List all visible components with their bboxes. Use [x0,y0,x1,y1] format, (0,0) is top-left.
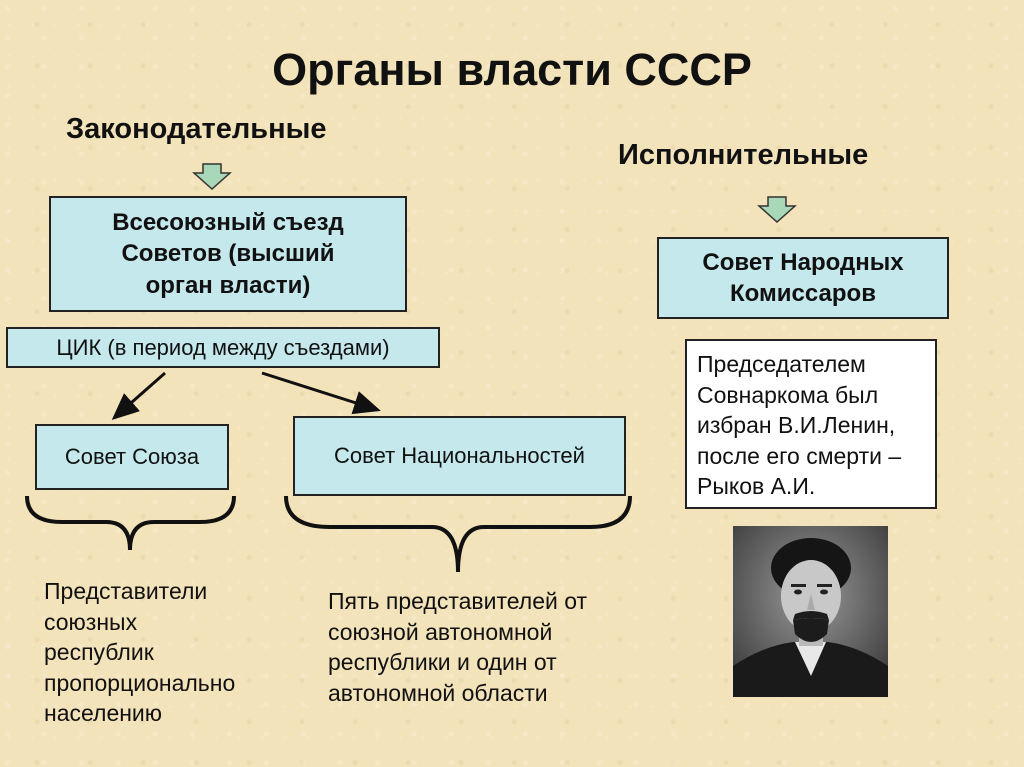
arrow-to-nationalities-council [262,373,378,410]
nationalities-council-label: Совет Национальностей [334,443,585,468]
note-line: республики и один от [328,649,557,676]
note-line: Председателем [697,351,866,377]
brace-nationalities [286,496,630,572]
sovnarkom-line: Комиссаров [730,280,876,307]
note-line: Пять представителей от [328,588,588,614]
congress-line: орган власти) [145,271,311,299]
congress-line: Всесоюзный съезд [112,209,344,237]
note-line: после его смерти – [697,442,902,469]
cik-label: ЦИК (в период между съездами) [56,334,390,360]
executive-heading: Исполнительные [618,139,869,171]
note-line: республик [44,639,154,666]
note-line: пропорционально [44,669,236,696]
union-representation-note [44,576,235,729]
nationalities-representation-note [328,586,587,708]
note-line: Представители [44,578,208,604]
slide-title: Органы власти СССР [272,44,752,95]
arrow-to-union-council [114,373,165,418]
sovnarkom-line: Совет Народных [702,248,904,276]
note-line: союзных [44,608,138,635]
union-council-box [35,424,229,490]
sovnarkom-box [657,237,949,319]
note-line: Рыков А.И. [697,473,816,500]
congress-line: Советов (высший [121,240,335,268]
note-line: избран В.И.Ленин, [697,412,896,439]
portrait-photo [733,526,888,697]
note-line: автономной области [328,679,548,706]
note-line: Совнаркома был [697,381,879,408]
nationalities-council-box [293,416,626,496]
union-council-label: Совет Союза [64,444,200,469]
note-line: населению [44,700,163,727]
legislative-heading: Законодательные [66,113,327,145]
brace-union [27,496,234,550]
note-line: союзной автономной [328,618,553,645]
chairman-note-box [685,339,937,509]
